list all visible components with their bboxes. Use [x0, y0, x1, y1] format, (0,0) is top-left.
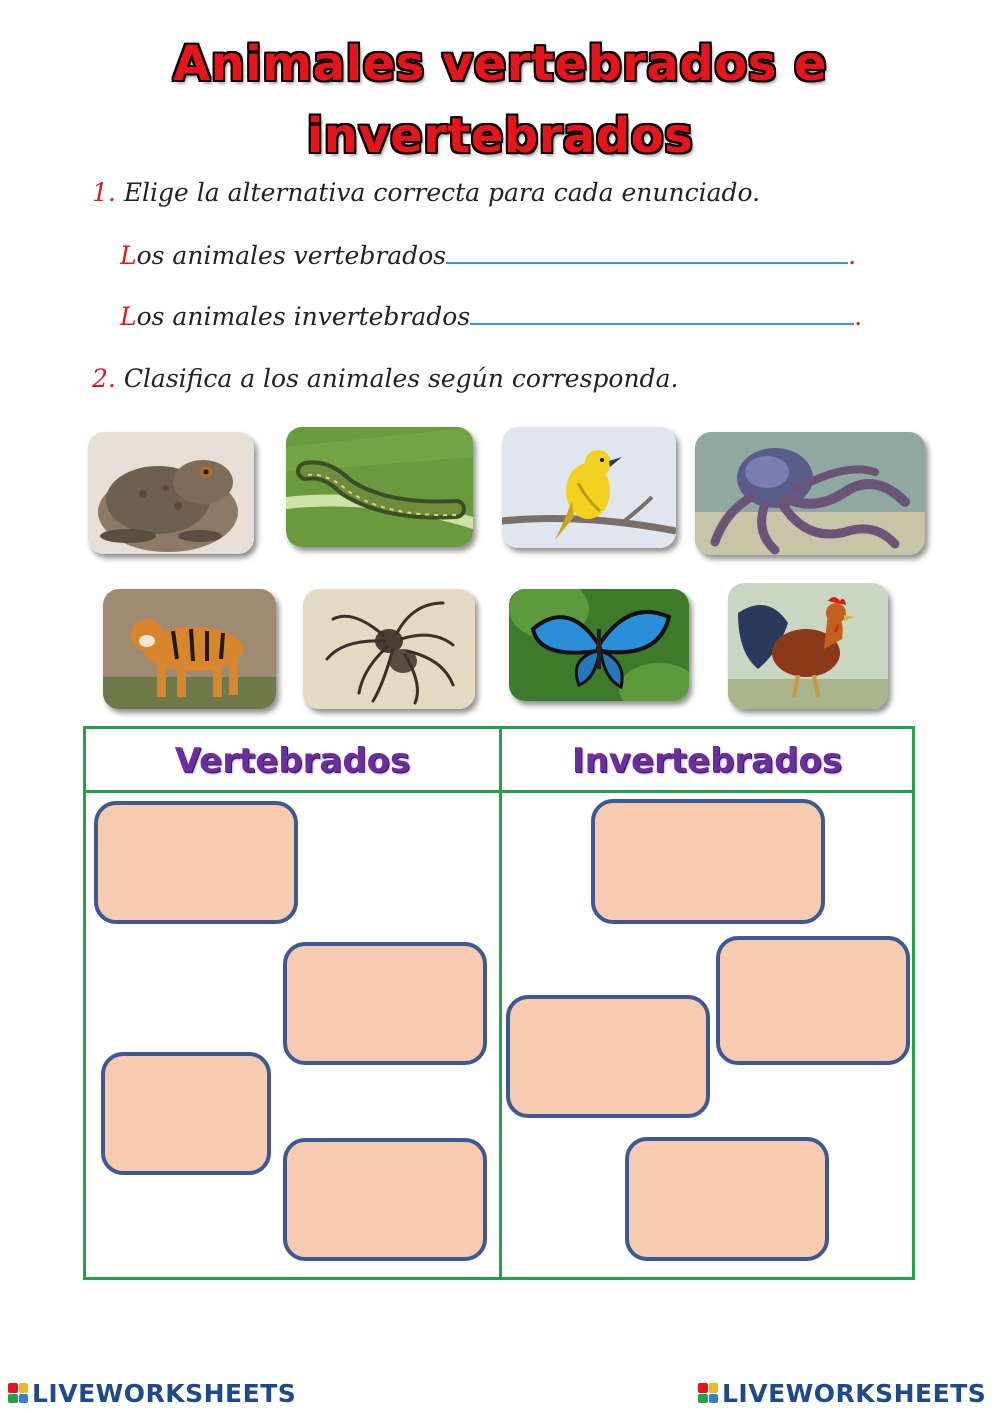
statement-vertebrados	[120, 243, 856, 268]
blue-butterfly-image[interactable]	[509, 589, 689, 701]
drop-zone-vertebrados-1[interactable]	[94, 801, 298, 924]
footer-logo-left-text: LIVEWORKSHEETS	[32, 1378, 297, 1408]
answer-blank-invertebrados[interactable]	[470, 317, 854, 325]
drop-zone-vertebrados-4[interactable]	[283, 1138, 487, 1261]
tiger-image[interactable]	[103, 589, 276, 709]
question-1	[92, 180, 760, 205]
yellow-bird-image[interactable]	[502, 427, 676, 548]
caterpillar-image[interactable]	[286, 427, 473, 547]
statement-1-period: .	[848, 241, 857, 270]
footer-logo-right-text: LIVEWORKSHEETS	[722, 1378, 987, 1408]
worksheet-title-line1: Animales vertebrados e	[172, 36, 828, 92]
footer-logo-right[interactable]	[698, 1378, 986, 1408]
header-invertebrados: Invertebrados	[571, 741, 843, 781]
question-2	[92, 366, 678, 391]
drop-zone-invertebrados-4[interactable]	[625, 1137, 829, 1261]
drop-zone-invertebrados-1[interactable]	[591, 799, 825, 924]
worksheet-title-line2: invertebrados	[306, 108, 694, 164]
statement-1-initial: L	[120, 241, 137, 270]
liveworksheets-logo-icon	[698, 1383, 718, 1403]
header-vertebrados: Vertebrados	[174, 741, 411, 781]
question-1-text: Elige la alternativa correcta para cada enunciado.	[123, 178, 761, 207]
liveworksheets-logo-icon	[8, 1383, 28, 1403]
drop-zone-invertebrados-2[interactable]	[716, 936, 910, 1065]
statement-2-initial: L	[120, 302, 137, 331]
spider-image[interactable]	[303, 589, 475, 709]
octopus-image[interactable]	[695, 432, 925, 555]
statement-invertebrados	[120, 304, 862, 329]
question-2-text: Clasifica a los animales según corresponda.	[123, 364, 679, 393]
footer-logo-left[interactable]	[8, 1378, 296, 1408]
table-header-divider	[86, 790, 912, 793]
statement-2-period: .	[854, 302, 863, 331]
drop-zone-vertebrados-3[interactable]	[101, 1052, 271, 1175]
drop-zone-invertebrados-3[interactable]	[506, 995, 710, 1118]
drop-zone-vertebrados-2[interactable]	[283, 942, 487, 1065]
rooster-image[interactable]	[728, 583, 888, 709]
statement-2-text: os animales invertebrados	[136, 302, 471, 331]
question-2-number: 2.	[92, 364, 116, 393]
toad-image[interactable]	[88, 432, 254, 554]
question-1-number: 1.	[92, 178, 116, 207]
table-column-divider	[499, 729, 502, 1277]
statement-1-text: os animales vertebrados	[136, 241, 447, 270]
answer-blank-vertebrados[interactable]	[446, 256, 848, 264]
